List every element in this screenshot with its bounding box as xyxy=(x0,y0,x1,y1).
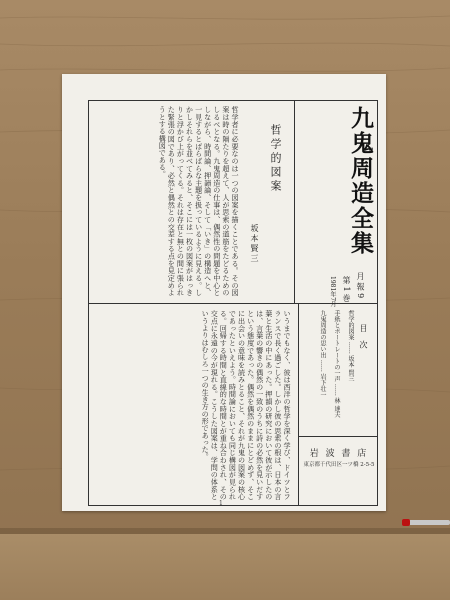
essay-body-upper xyxy=(98,106,240,296)
essay-author: 坂本賢三 xyxy=(250,224,259,264)
pen-tip xyxy=(402,519,410,526)
shelf-lower-board xyxy=(0,534,450,600)
contents-divider xyxy=(298,303,299,506)
newsletter-sheet xyxy=(62,74,386,511)
contents-entry: 哲学的図案 …… 坂本 賢三 xyxy=(347,310,354,382)
essay-body-lower xyxy=(98,310,292,500)
essay-title: 哲学的図案 xyxy=(269,124,282,194)
essay-paragraph: いうまでもなく、彼は西洋の哲学を深く学び、ドイツとフランスで長く過ごした。しかし彼の思索の根は、日本の言葉と生活の中にあった。押韻の研究において彼が示したのは、言葉の響きの偶然の一致のうちに詩の必然を見いだすという態度であった。偶然を偶然のままにとどめず、そこに出会いの意味を読みとること、それが九鬼の図案の核心であったといえよう。時間論においても同じ構図が見られる。回帰する時間と直線的な時間とが重ね合わされ、その交点に永遠の今が現れる。こうした図案は、学問の体系というよりはむしろ一つの生き方の形であった。 xyxy=(201,310,292,500)
issue-label: 月 報 9 xyxy=(356,272,365,299)
issue-date: 1981年7月 xyxy=(329,276,336,308)
contents-entry: 手紙とポートレートの一声 …… 林 達夫 xyxy=(333,310,340,418)
page-number: 1 xyxy=(219,500,223,507)
publisher-name: 岩 波 書 店 xyxy=(309,449,369,459)
contents-entry: 九鬼周造の思い出 …… 岩下壮一 xyxy=(319,310,326,398)
publication-title: 九鬼周造全集 xyxy=(347,106,374,256)
contents-heading: 目 次 xyxy=(359,324,368,352)
publisher-box-top xyxy=(298,436,378,437)
volume-label: 第 1 巻 xyxy=(342,276,351,303)
essay-paragraph: 哲学者に必要なのは一つの図案を描くことである。その図案は時の隔たりを超えて、人が思索の道筋をたどるためのしるべとなる。九鬼周造の仕事は、偶然性の問題を中心としながら、時間論、押韻論、そして「いき」の構造へと、一見するとばらばらな主題を扱っているように見える。しかしそれらを並べてみると、そこには一枚の図案がはっきりと浮かび上がってくる。それは存在と無との間に張られた緊張の図であり、必然と偶然との交差する点を見定めようとする構図である。 xyxy=(158,106,240,296)
publisher-address: 東京都千代田区一ツ橋 2-5-5 xyxy=(303,462,375,468)
masthead-divider xyxy=(294,100,295,303)
